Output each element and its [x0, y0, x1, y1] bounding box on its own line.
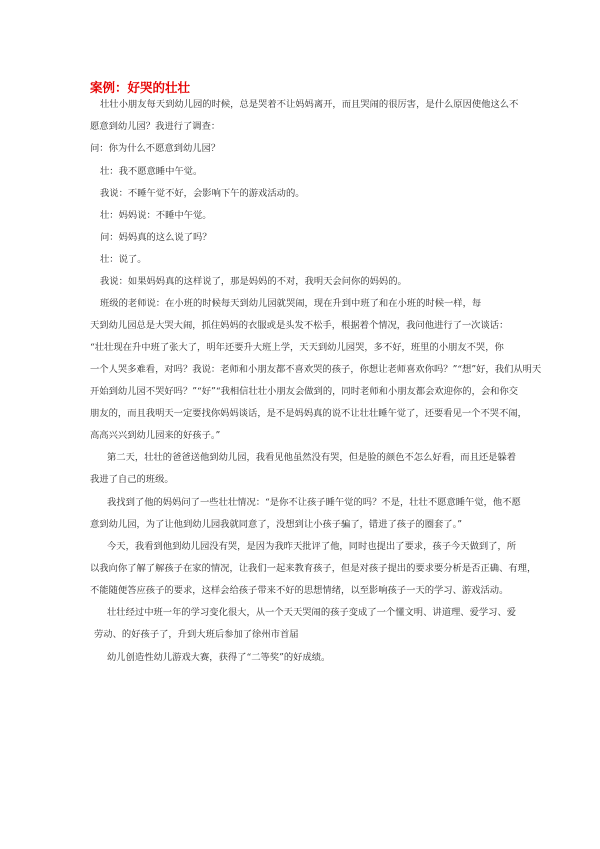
- paragraph-line: 开始到幼儿园不哭好吗？”“好”“我相信壮壮小朋友会做到的，同时老师和小朋友都会欢迎你的，会和你交: [90, 386, 519, 397]
- paragraph-line: 天到幼儿园总是大哭大闹，抓住妈妈的衣服或是头发不松手，根据着个情况，我问他进行了一次谈话：: [90, 320, 509, 331]
- paragraph-line: “壮壮现在升中班了张大了，明年还要升大班上学，天天到幼儿园哭，多不好，班里的小朋友不哭，你: [90, 342, 504, 353]
- paragraph-line: 劳动、的好孩子了，升到大班后参加了徐州市首届: [94, 629, 299, 640]
- paragraph-line: 高高兴兴到幼儿园来的好孩子。”: [90, 430, 221, 441]
- document-title: 案例：好哭的壮壮: [90, 80, 191, 95]
- paragraph-line: 壮壮小朋友每天到幼儿园的时候，总是哭着不让妈妈离开，而且哭闹的很厉害，是什么原因使他这么不: [100, 99, 519, 110]
- paragraph-line: 我说：如果妈妈真的这样说了，那是妈妈的不对，我明天会问你的妈妈的。: [100, 276, 407, 287]
- paragraph-line: 朋友的，而且我明天一定要找你妈妈谈话，是不是妈妈真的说不让壮壮睡午觉了，还要看见一个不哭不闹，: [90, 408, 527, 419]
- paragraph-line: 我进了自己的班级。: [90, 474, 174, 485]
- paragraph-line: 问：妈妈真的这么说了吗？: [100, 232, 212, 243]
- paragraph-line: 班级的老师说：在小班的时候每天到幼儿园就哭闹，现在升到中班了和在小班的时候一样，每: [100, 298, 482, 309]
- paragraph-line: 问：你为什么不愿意到幼儿园？: [90, 143, 221, 154]
- paragraph-line: 我找到了他的妈妈问了一些壮壮情况：“是你不让孩子睡午觉的吗？不是，壮壮不愿意睡午觉，他不愿: [107, 497, 521, 508]
- paragraph-line: 以我向你了解了解孩子在家的情况，让我们一起来教育孩子，但是对孩子提出的要求要分析是否正确、有理，: [90, 563, 537, 574]
- paragraph-line: 壮壮经过中班一年的学习变化很大，从一个天天哭闹的孩子变成了一个懂文明、讲道理、爱学习、爱: [107, 607, 517, 618]
- paragraph-line: 壮：我不愿意睡中午觉。: [100, 166, 203, 177]
- paragraph-line: 今天，我看到他到幼儿园没有哭，是因为我昨天批评了他，同时也提出了要求，孩子今天做到了，所: [107, 541, 517, 552]
- paragraph-line: 意到幼儿园，为了让他到幼儿园我就同意了，没想到让小孩子骗了，错进了孩子的圈套了。”: [90, 519, 462, 530]
- paragraph-line: 一个人哭多难看，对吗？我说：老师和小朋友都不喜欢哭的孩子，你想让老师喜欢你吗？”“想”好，我们从明天: [90, 364, 542, 375]
- paragraph-line: 壮：说了。: [100, 254, 147, 265]
- paragraph-line: 第二天，壮壮的爸爸送他到幼儿园，我看见他虽然没有哭，但是脸的颜色不怎么好看，而且还是躲着: [107, 452, 517, 463]
- paragraph-line: 我说：不睡午觉不好，会影响下午的游戏活动的。: [100, 188, 305, 199]
- paragraph-line: 幼儿创造性幼儿游戏大赛，获得了“二等奖”的好成绩。: [107, 652, 331, 663]
- paragraph-line: 愿意到幼儿园？我进行了调查：: [90, 121, 221, 132]
- paragraph-line: 不能随便答应孩子的要求，这样会给孩子带来不好的思想情绪，以至影响孩子一天的学习、游戏活动。: [90, 585, 509, 596]
- paragraph-line: 壮：妈妈说：不睡中午觉。: [100, 210, 212, 221]
